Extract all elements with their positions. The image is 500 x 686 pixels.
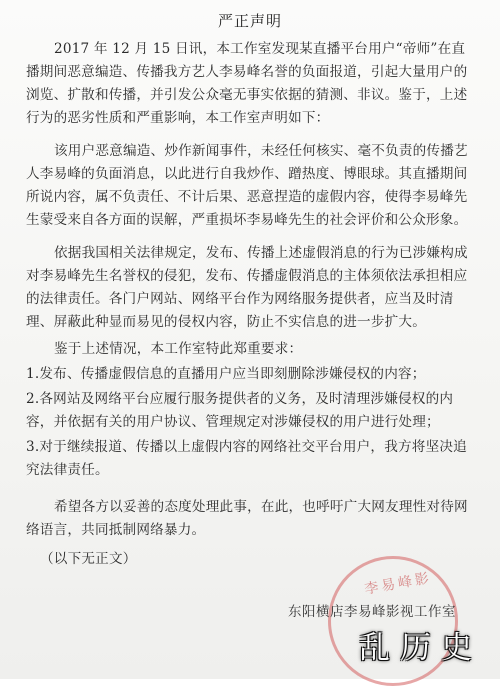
legal-paragraph: 依据我国相关法律规定，发布、传播上述虚假消息的行为已涉嫌构成对李易峰先生名誉权的侵犯，发布、传播虚假消息的主体须依法承担相应的法律责任。各门户网站、网络平台作为网络服务提供者，应当及时清理、屏蔽此种显而易见的侵权内容，防止不实信息的进一步扩大。 (26, 245, 468, 330)
behavior-paragraph: 该用户恶意编造、炒作新闻事件，未经任何核实、毫不负责的传播艺人李易峰的负面消息，以此进行自我炒作、蹭热度、博眼球。其直播期间所说内容，属不负责任、不计后果、恶意捏造的虚假内容，使得李易峰先生蒙受来自各方面的误解，严重损坏李易峰先生的社会评价和公众形象。 (26, 143, 468, 228)
document-title: 严正声明 (217, 12, 282, 30)
intro-paragraph: 2017 年 12 月 15 日讯，本工作室发现某直播平台用户“帝师”在直播期间恶意编造、传播我方艺人李易峰名誉的负面报道，引起大量用户的浏览、扩散和传播，并引发公众毫无事实依据的猜测、非议。鉴于，上述行为的恶劣性质和严重影响，本工作室声明如下： (26, 41, 468, 126)
end-note: （以下无正文） (40, 551, 137, 567)
closing-paragraph: 希望各方以妥善的态度处理此事，在此，也呼吁广大网友理性对待网络语言，共同抵制网络暴力。 (26, 499, 468, 538)
demand-item-1: 1.发布、传播虚假信息的直播用户应当即刻删除涉嫌侵权的内容； (26, 366, 426, 382)
studio-signature: 东阳横店李易峰影视工作室 (288, 604, 456, 620)
demands-heading: 鉴于上述情况，本工作室特此郑重要求： (54, 341, 303, 357)
statement-body (26, 38, 472, 571)
demand-item-3: 3.对于继续报道、传播以上虚假内容的网络社交平台用户，我方将坚决追究法律责任。 (26, 439, 467, 478)
watermark-text: 乱历史 (359, 630, 482, 666)
demand-item-2: 2.各网站及网络平台应履行服务提供者的义务，及时清理涉嫌侵权的内容，并依据有关的用户协议、管理规定对涉嫌侵权的用户进行处理； (26, 391, 454, 430)
seal-text: 李易峰影 (363, 570, 434, 598)
